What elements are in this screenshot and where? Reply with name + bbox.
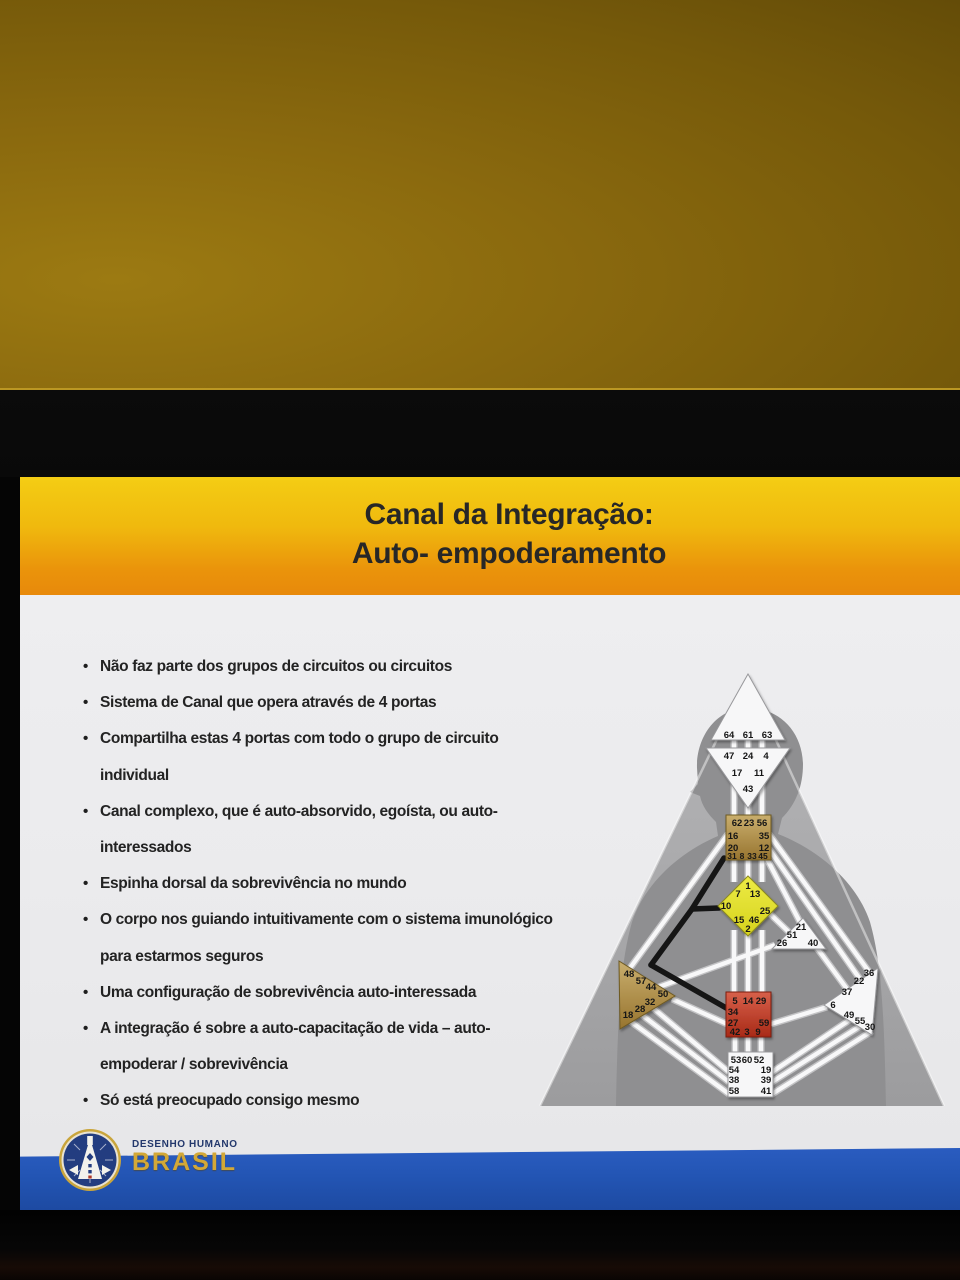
gate-number: 58 [728, 1086, 740, 1097]
gate-number: 2 [745, 924, 751, 935]
gate-number: 44 [645, 982, 657, 993]
gate-number: 32 [644, 997, 656, 1008]
gate-number: 15 [733, 915, 745, 926]
gate-number: 13 [749, 889, 761, 900]
gate-number: 55 [854, 1016, 866, 1027]
bullet-line: • Sistema de Canal que opera através de 4 portas [100, 685, 620, 721]
brand-logo [57, 1127, 238, 1193]
bullet-line: • Uma configuração de sobrevivência auto-interessada [100, 975, 620, 1011]
gate-number: 51 [786, 930, 798, 941]
gate-number: 17 [731, 768, 743, 779]
gate-number: 50 [657, 989, 669, 1000]
slide-title-line-2: Auto- empoderamento [351, 537, 667, 570]
bullet-line-wrap: para estarmos seguros [100, 947, 264, 965]
bullet-line-wrap: empoderar / sobrevivência [100, 1056, 288, 1074]
gate-number: 29 [755, 996, 767, 1007]
gate-number: 28 [634, 1004, 646, 1015]
gate-number: 52 [753, 1055, 765, 1066]
gate-number: 34 [727, 1007, 739, 1018]
gate-number: 33 [747, 851, 757, 861]
gate-number: 53 [730, 1055, 742, 1066]
gate-number: 8 [739, 851, 745, 861]
gate-number: 10 [720, 901, 732, 912]
gate-number: 49 [843, 1010, 855, 1021]
bullet-line: • Canal complexo, que é auto-absorvido, egoísta, ou auto- [100, 794, 620, 830]
gate-number: 23 [743, 818, 755, 829]
gate-number: 24 [742, 751, 754, 762]
gate-number: 61 [742, 730, 754, 741]
gate-number: 9 [755, 1027, 761, 1038]
gate-number: 60 [741, 1055, 753, 1066]
gate-number: 11 [753, 768, 765, 779]
gate-number: 39 [760, 1075, 772, 1086]
gate-number: 22 [853, 976, 865, 987]
gate-number: 36 [863, 968, 875, 979]
gate-number: 62 [731, 818, 743, 829]
gate-number: 6 [830, 1000, 836, 1011]
gate-number: 18 [622, 1010, 634, 1021]
bullet-line-wrap: interessados [100, 838, 192, 856]
gate-number: 37 [841, 987, 853, 998]
gate-number: 1 [745, 881, 751, 892]
logo-badge-icon [57, 1127, 123, 1193]
brand-text [132, 1127, 238, 1175]
bullet-line: • O corpo nos guiando intuitivamente com o sistema imunológico [100, 902, 620, 938]
screen-bezel-top [0, 390, 960, 477]
gate-number: 56 [756, 818, 768, 829]
gate-number: 30 [864, 1022, 876, 1033]
gate-number: 12 [758, 843, 770, 854]
gate-number: 19 [760, 1065, 772, 1076]
brand-name-label: BRASIL [132, 1148, 238, 1176]
gate-number: 42 [729, 1027, 741, 1038]
slide-title [20, 495, 960, 573]
gate-number: 3 [744, 1027, 750, 1038]
bullet-line: • Não faz parte dos grupos de circuitos ou circuitos [100, 649, 620, 685]
screen-bezel-bottom [0, 1210, 960, 1280]
bullet-line: • Compartilha estas 4 portas com todo o grupo de circuito [100, 721, 620, 757]
gate-number: 63 [761, 730, 773, 741]
gate-number: 46 [748, 915, 760, 926]
blurred-gold-background [0, 0, 960, 390]
bullet-line: • A integração é sobre a auto-capacitação de vida – auto- [100, 1011, 620, 1047]
gate-number: 47 [723, 751, 735, 762]
gate-number: 21 [795, 922, 807, 933]
brand-top-label: DESENHO HUMANO [132, 1139, 238, 1150]
slide-title-line-1: Canal da Integração: [364, 498, 654, 531]
gate-number: 25 [759, 906, 771, 917]
bullet-line: • Só está preocupado consigo mesmo [100, 1083, 620, 1119]
gate-number: 40 [807, 938, 819, 949]
gate-number: 48 [623, 969, 635, 980]
gate-number: 26 [776, 938, 788, 949]
gate-number: 14 [742, 996, 754, 1007]
gate-number: 16 [727, 831, 739, 842]
gate-number: 41 [760, 1086, 772, 1097]
bullet-line-wrap: individual [100, 766, 169, 784]
gate-number: 43 [742, 784, 754, 795]
presentation-slide [20, 477, 960, 1210]
gate-number: 20 [727, 843, 739, 854]
gate-number: 27 [727, 1018, 739, 1029]
bullet-list [100, 649, 620, 1119]
gate-number: 59 [758, 1018, 770, 1029]
gate-number: 5 [732, 996, 738, 1007]
gate-number: 57 [635, 976, 647, 987]
gate-number: 31 [727, 851, 737, 861]
gate-number: 64 [723, 730, 735, 741]
gate-number: 7 [735, 889, 741, 900]
bullet-line: • Espinha dorsal da sobrevivência no mundo [100, 866, 620, 902]
gate-number: 54 [728, 1065, 740, 1076]
gate-number: 35 [758, 831, 770, 842]
gate-number: 4 [763, 751, 769, 762]
gate-number: 45 [758, 851, 768, 861]
gate-number: 38 [728, 1075, 740, 1086]
